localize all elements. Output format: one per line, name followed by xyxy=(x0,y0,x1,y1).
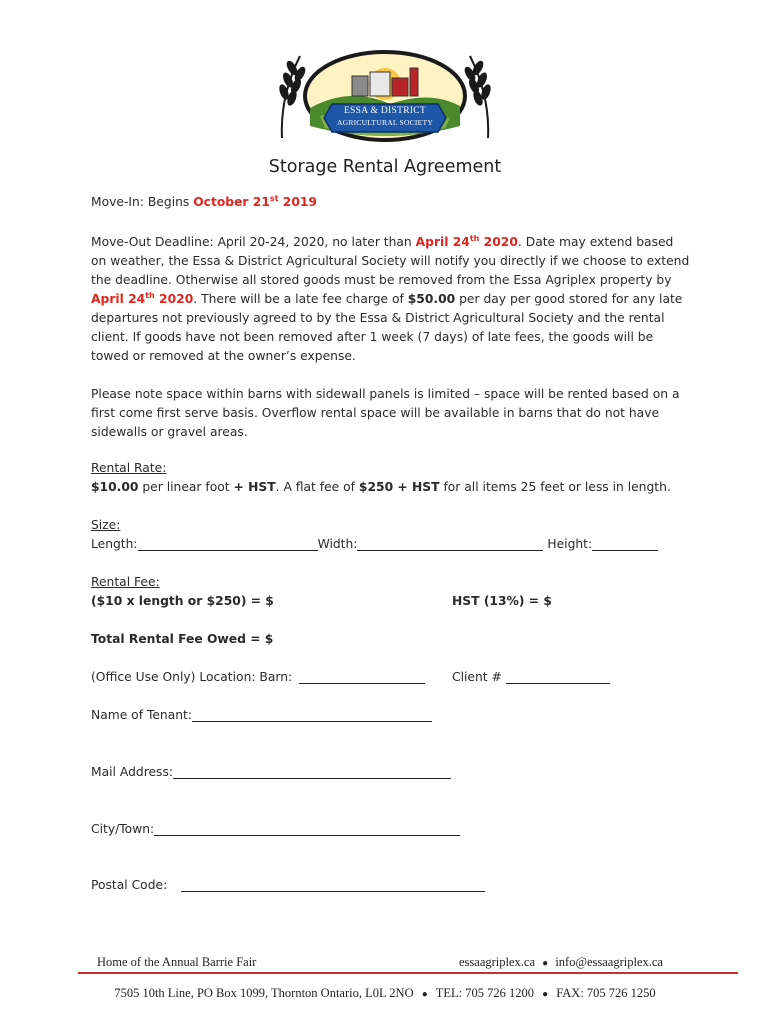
postal-label: Postal Code: xyxy=(91,878,168,892)
footer-email[interactable]: info@essaagriplex.ca xyxy=(555,955,663,969)
rental-fee-heading: Rental Fee: xyxy=(91,575,160,589)
logo-graphic xyxy=(270,46,500,146)
footer-tagline: Home of the Annual Barrie Fair xyxy=(97,955,257,969)
bullet-icon: ● xyxy=(542,989,549,1000)
space-note-paragraph: Please note space within barns with sidewall panels is limited – space will be rented based on a first come first serve basis. Overflow rental space will be available in barns that do not have sidewalls or gravel areas. xyxy=(91,387,680,439)
rental-rate-line: $10.00 per linear foot + HST. A flat fee of $250 + HST for all items 25 feet or less in length. xyxy=(91,480,671,494)
postal-code-field[interactable] xyxy=(181,878,485,892)
size-heading: Size: xyxy=(91,518,121,532)
bullet-icon: ● xyxy=(542,958,549,969)
society-logo xyxy=(270,46,500,146)
wheat-right-icon xyxy=(464,56,491,138)
barn-location-label: (Office Use Only) Location: Barn: xyxy=(91,670,293,684)
client-number-label: Client # xyxy=(452,670,502,684)
rental-rate-heading: Rental Rate: xyxy=(91,461,167,475)
footer-address: 7505 10th Line, PO Box 1099, Thornton Ontario, L0L 2NO xyxy=(114,986,414,1000)
move-out-date-2: April 24th 2020 xyxy=(91,290,194,306)
footer-website[interactable]: essaagriplex.ca xyxy=(459,955,536,969)
bullet-icon: ● xyxy=(421,989,428,1000)
hst-label: HST (13%) = $ xyxy=(452,594,552,608)
mail-label: Mail Address: xyxy=(91,765,174,779)
move-in-date: October 21st 2019 xyxy=(193,193,317,209)
width-field[interactable] xyxy=(357,537,543,551)
postal-line xyxy=(91,878,485,892)
client-number-field[interactable] xyxy=(506,670,610,684)
tenant-line xyxy=(91,708,432,722)
footer-rule xyxy=(78,972,738,974)
height-field[interactable] xyxy=(592,537,658,551)
move-in-label: Move-In: Begins xyxy=(91,195,194,209)
page-title: Storage Rental Agreement xyxy=(268,157,502,177)
wheat-left-icon xyxy=(279,56,306,138)
client-number-line xyxy=(452,670,610,684)
footer-address-line xyxy=(0,986,770,1001)
barn-location-field[interactable] xyxy=(299,670,425,684)
city-field[interactable] xyxy=(154,822,460,836)
rental-fee-formula: ($10 x length or $250) = $ xyxy=(91,594,274,608)
total-fee-label: Total Rental Fee Owed = $ xyxy=(91,632,274,646)
logo-text-line2: AGRICULTURAL SOCIETY xyxy=(336,118,434,127)
size-fields xyxy=(91,537,658,551)
city-line xyxy=(91,822,460,836)
mail-line xyxy=(91,765,451,779)
footer-tel: TEL: 705 726 1200 xyxy=(435,986,534,1000)
width-label: Width: xyxy=(317,537,358,551)
tenant-name-field[interactable] xyxy=(192,708,432,722)
footer-fax: FAX: 705 726 1250 xyxy=(556,986,656,1000)
move-out-date-1: April 24th 2020 xyxy=(415,233,518,249)
length-field[interactable] xyxy=(138,537,318,551)
length-label: Length: xyxy=(91,537,138,551)
mail-address-field[interactable] xyxy=(173,765,451,779)
footer-contacts xyxy=(459,955,663,970)
move-in-line xyxy=(91,195,317,209)
office-use-line xyxy=(91,670,425,684)
city-label: City/Town: xyxy=(91,822,155,836)
height-label: Height: xyxy=(547,537,593,551)
late-fee: $50.00 xyxy=(407,292,456,306)
logo-text-line1: ESSA & DISTRICT xyxy=(343,106,427,116)
move-out-paragraph: Move-Out Deadline: April 20-24, 2020, no later than April 24th 2020. Date may extend based on weather, the Essa & District Agricultural Society will notify you directly if we choose to extend the deadline. Otherwise all stored goods must be removed from the Essa Agriplex property by April 24th 2020. There will be a late fee charge of $50.00 per day per good stored for any late departures not previously agreed to by the Essa & District Agricultural Society and the rental client. If goods have not been removed after 1 week (7 days) of late fees, the goods will be towed or removed at the owner’s expense. xyxy=(91,233,690,363)
tenant-label: Name of Tenant: xyxy=(91,708,193,722)
